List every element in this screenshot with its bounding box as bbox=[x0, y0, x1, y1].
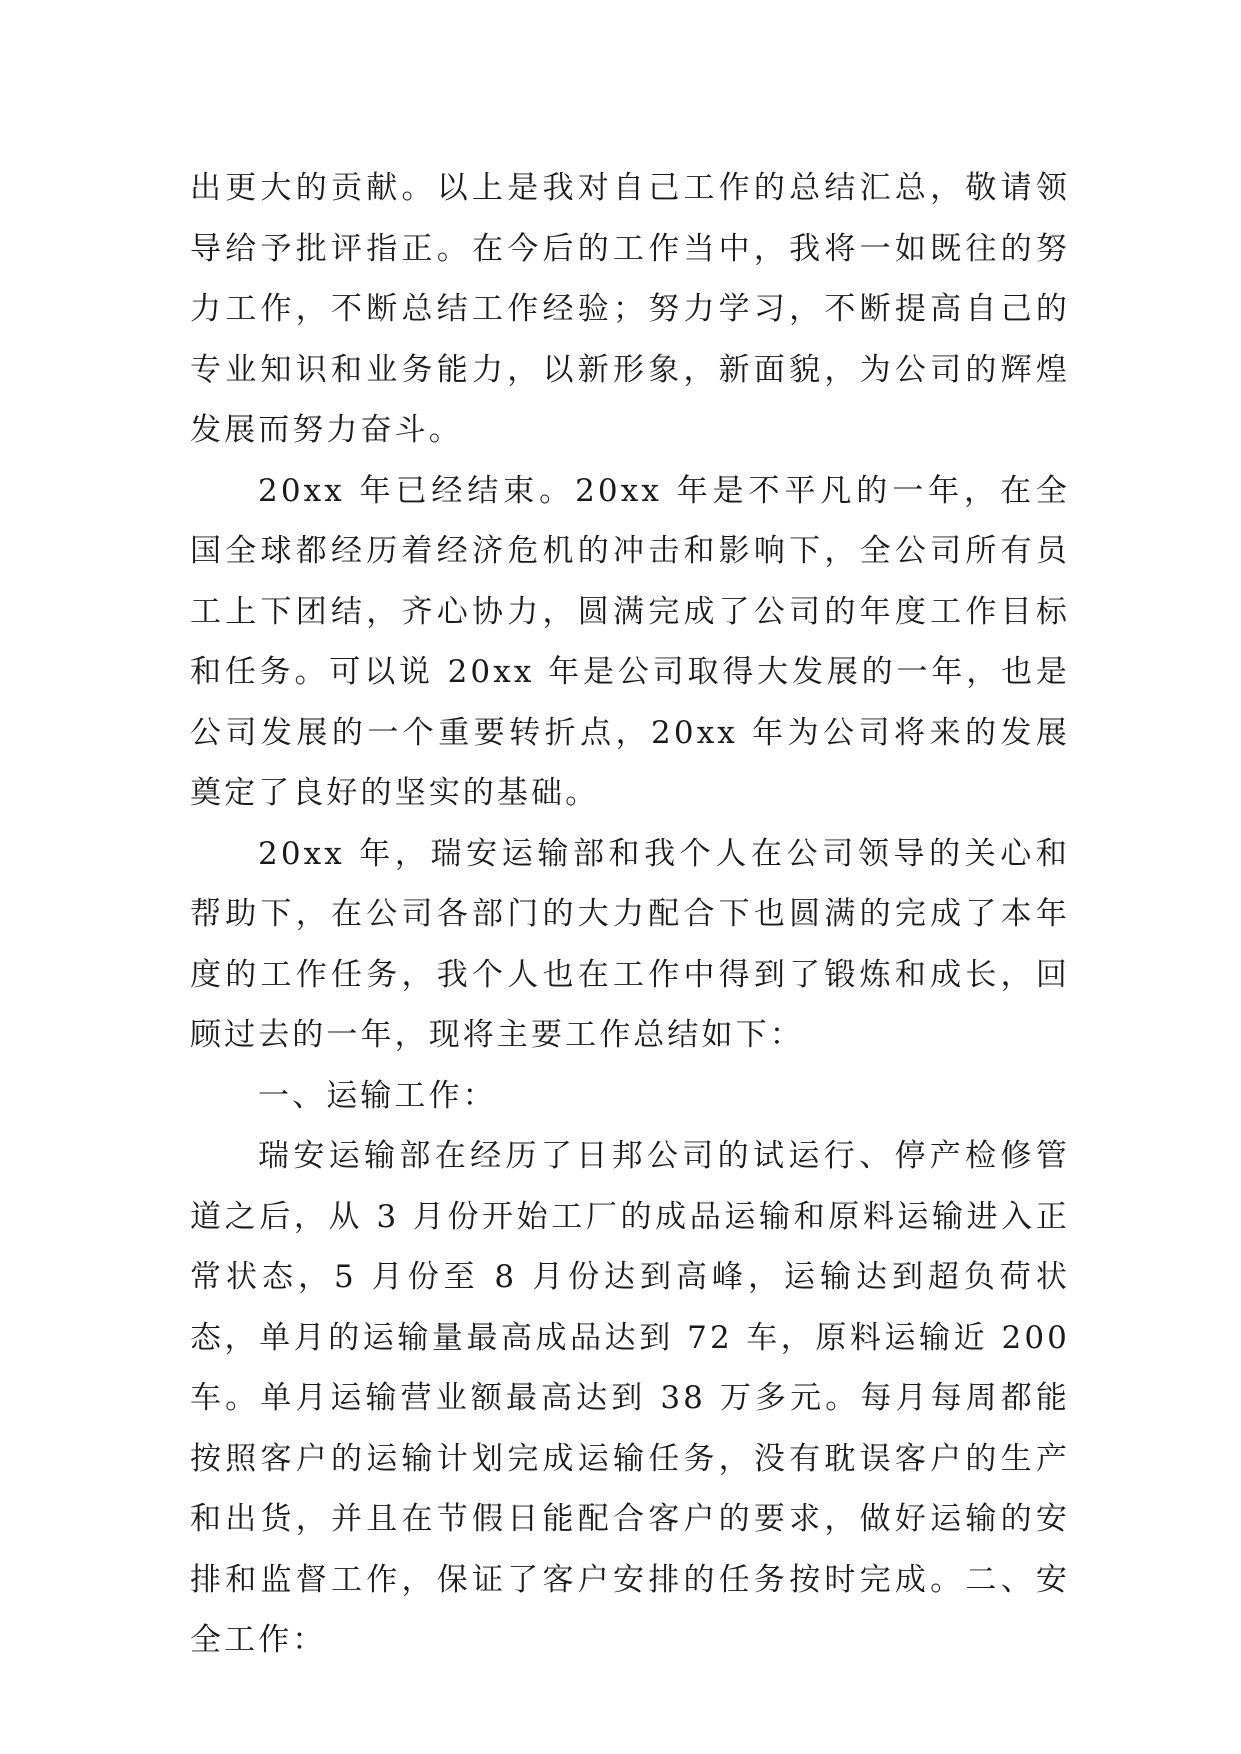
paragraph-2: 20xx 年已经结束。20xx 年是不平凡的一年，在全国全球都经历着经济危机的冲击和影响下，全公司所有员工上下团结，齐心协力，圆满完成了公司的年度工作目标和任务。可以说 20xx 年是公司取得大发展的一年，也是公司发展的一个重要转折点，20xx 年为公司将来的发展奠定了良好的坚实的基础。 bbox=[190, 472, 1070, 811]
document-body bbox=[190, 158, 1070, 1671]
paragraph-3: 20xx 年，瑞安运输部和我个人在公司领导的关心和帮助下，在公司各部门的大力配合下也圆满的完成了本年度的工作任务，我个人也在工作中得到了锻炼和成长，回顾过去的一年，现将主要工作总结如下： bbox=[190, 835, 1070, 1053]
paragraph-1: 出更大的贡献。以上是我对自己工作的总结汇总，敬请领导给予批评指正。在今后的工作当中，我将一如既往的努力工作，不断总结工作经验；努力学习，不断提高自己的专业知识和业务能力，以新形象，新面貌，为公司的辉煌发展而努力奋斗。 bbox=[190, 170, 1070, 448]
paragraph-5: 瑞安运输部在经历了日邦公司的试运行、停产检修管道之后，从 3 月份开始工厂的成品运输和原料运输进入正常状态，5 月份至 8 月份达到高峰，运输达到超负荷状态，单月的运输量最高成品达到 72 车，原料运输近 200 车。单月运输营业额最高达到 38 万多元。每月每周都能按照客户的运输计划完成运输任务，没有耽误客户的生产和出货，并且在节假日能配合客户的要求，做好运输的安排和监督工作，保证了客户安排的任务按时完成。二、安全工作： bbox=[190, 1138, 1070, 1658]
section-heading-transport: 一、运输工作： bbox=[258, 1077, 497, 1114]
